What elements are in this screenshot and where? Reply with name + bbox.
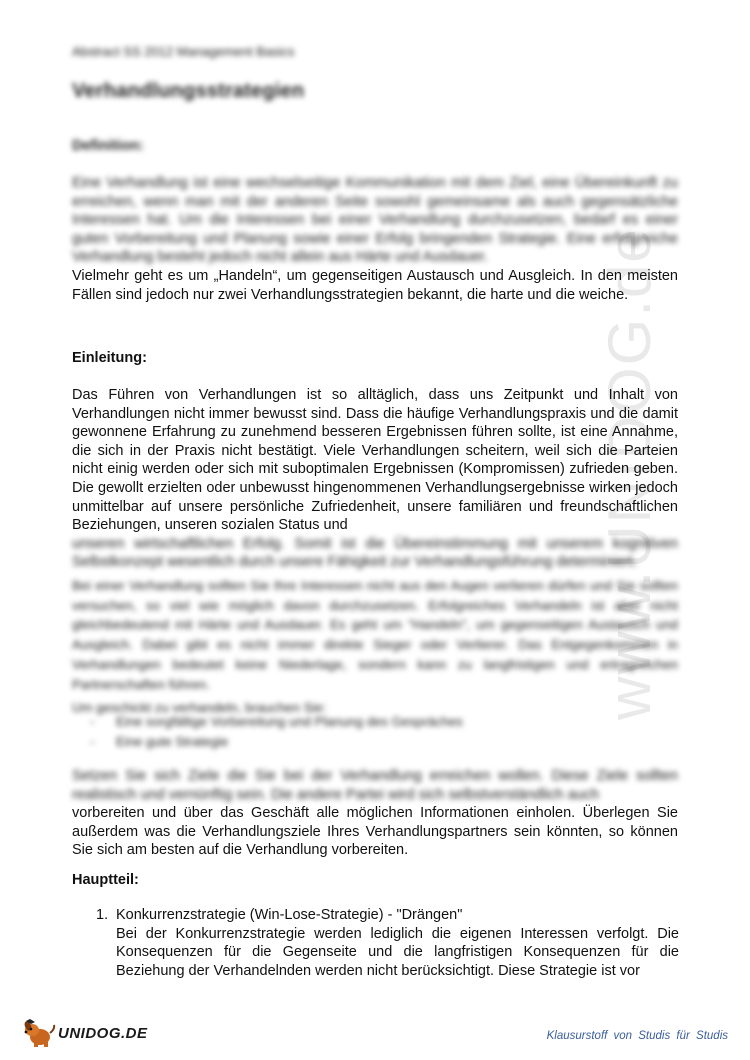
einleitung-paragraph [72, 386, 678, 572]
bullet-dash: - [90, 733, 95, 749]
bullet-dash: - [90, 714, 95, 729]
definition-blurred-text: Eine Verhandlung ist eine wechselseitige Kommunikation mit dem Ziel, eine Übereinkunft zu erreichen, wenn man mit der anderen Seite sowohl gemeinsame als auch gegensätzliche Interessen hat. Um die Interessen bei einer Verhandlung durchzusetzen, bedarf es einer guten Vorbereitung und Planung sowie einer Erfolg bringenden Strategie. Eine erfolgreiche Verhandlung besteht jedoch nicht allein aus Härte und Ausdauer. [72, 175, 678, 266]
hauptteil-list [96, 906, 679, 980]
ziele-blurred-text: Setzen Sie sich Ziele die Sie bei der Verhandlung erreichen wollen. Diese Ziele sollten realistisch und vernünftig sein. Die andere Partei wird sich selbstverständlich auch [72, 768, 678, 803]
list-item-title: Konkurrenzstrategie (Win-Lose-Strategie) - "Drängen" [116, 907, 463, 923]
page-title: Verhandlungsstrategien [72, 80, 305, 102]
einleitung-blurred-text: unseren wirtschaftlichen Erfolg. Somit ist die Übereinstimmung mit unserem kognitiven Selbstkonzept wesentlich durch unsere Fähigkeit zur Verhandlungsführung determiniert. [72, 535, 678, 571]
ziele-visible-text: vorbereiten und über das Geschäft alle möglichen Informationen einholen. Überlegen Sie außerdem was die Verhandlungsziele Ihres Verhandlungspartners sein könnten, so können Sie sich am besten auf die Verhandlung vorbereiten. [72, 805, 678, 859]
list-item-heading [96, 906, 679, 925]
blurred-paragraph-2: Bei einer Verhandlung sollten Sie Ihre Interessen nicht aus den Augen verlieren dürfen und Sie sollten versuchen, so viel wie möglich davon durchzusetzen. Erfolgreiches Verhandeln ist aber nicht gleichbedeutend mit Härte und Ausdauer. Es geht um "Handeln", um gegenseitigen Austausch und Ausgleich. Dabei gibt es nicht immer direkte Sieger oder Verlierer. Das Entgegenkommen in Verhandlungen bedeutet keine Niederlage, sondern kann zu langfristigen und ertragreichen Partnerschaften führen. [72, 578, 678, 692]
watermark-text: www.UNIDOG.de [596, 227, 663, 720]
list-item-number: 1. [96, 907, 109, 923]
document-header: Abstract SS 2012 Management Basics [72, 44, 295, 59]
einleitung-visible-text: Das Führen von Verhandlungen ist so alltäglich, dass uns Zeitpunkt und Inhalt von Verhandlungen nicht immer bewusst sind. Dass die häufige Verhandlungspraxis und die damit gewonnene Erfahrung zu zunehmend besseren Ergebnissen führen sollte, ist eine Annahme, die sich in der Praxis nicht bestätigt. Viele Verhandlungen scheitern, weil sich die Parteien nicht einig werden oder sich mit suboptimalen Ergebnissen (Kompromissen) zufrieden geben. Die gewollt erzielten oder unbewusst hingenommenen Verhandlungsergebnisse wirken jedoch unmittelbar auf unsere persönliche Zufriedenheit, unsere familiären und freundschaftlichen Beziehungen, unseren sozialen Status und [72, 387, 678, 534]
list-item-body: Bei der Konkurrenzstrategie werden lediglich die eigenen Interessen verfolgt. Die Konsequenzen für die Gegenseite und die langfristigen Konsequenzen für die Beziehung der Verhandelnden werden nicht berücksichtigt. Diese Strategie ist vor [116, 925, 679, 979]
section-heading-definition: Definition: [72, 138, 144, 154]
section-heading-einleitung: Einleitung: [72, 350, 147, 366]
list-item: - Eine gute Strategie [90, 732, 680, 752]
section-heading-hauptteil: Hauptteil: [72, 872, 139, 888]
unidog-logo[interactable] [22, 1018, 148, 1048]
footer-slogan: Klausurstoff von Studis für Studis [546, 1030, 728, 1042]
blurred-intro-list: Um geschickt zu verhandeln, brauchen Sie: [72, 700, 327, 715]
blurred-bullet-list [90, 712, 680, 751]
definition-paragraph [72, 174, 678, 304]
ziele-paragraph [72, 767, 678, 860]
logo-text: UNIDOG.DE [58, 1024, 148, 1042]
list-item: - Eine sorgfältige Vorbereitung und Planung des Gespräches [90, 712, 680, 732]
definition-visible-text: Vielmehr geht es um „Handeln“, um gegenseitigen Austausch und Ausgleich. In den meisten Fällen sind jedoch nur zwei Verhandlungsstrategien bekannt, die harte und die weiche. [72, 267, 678, 303]
dog-mascot-icon [22, 1018, 56, 1048]
